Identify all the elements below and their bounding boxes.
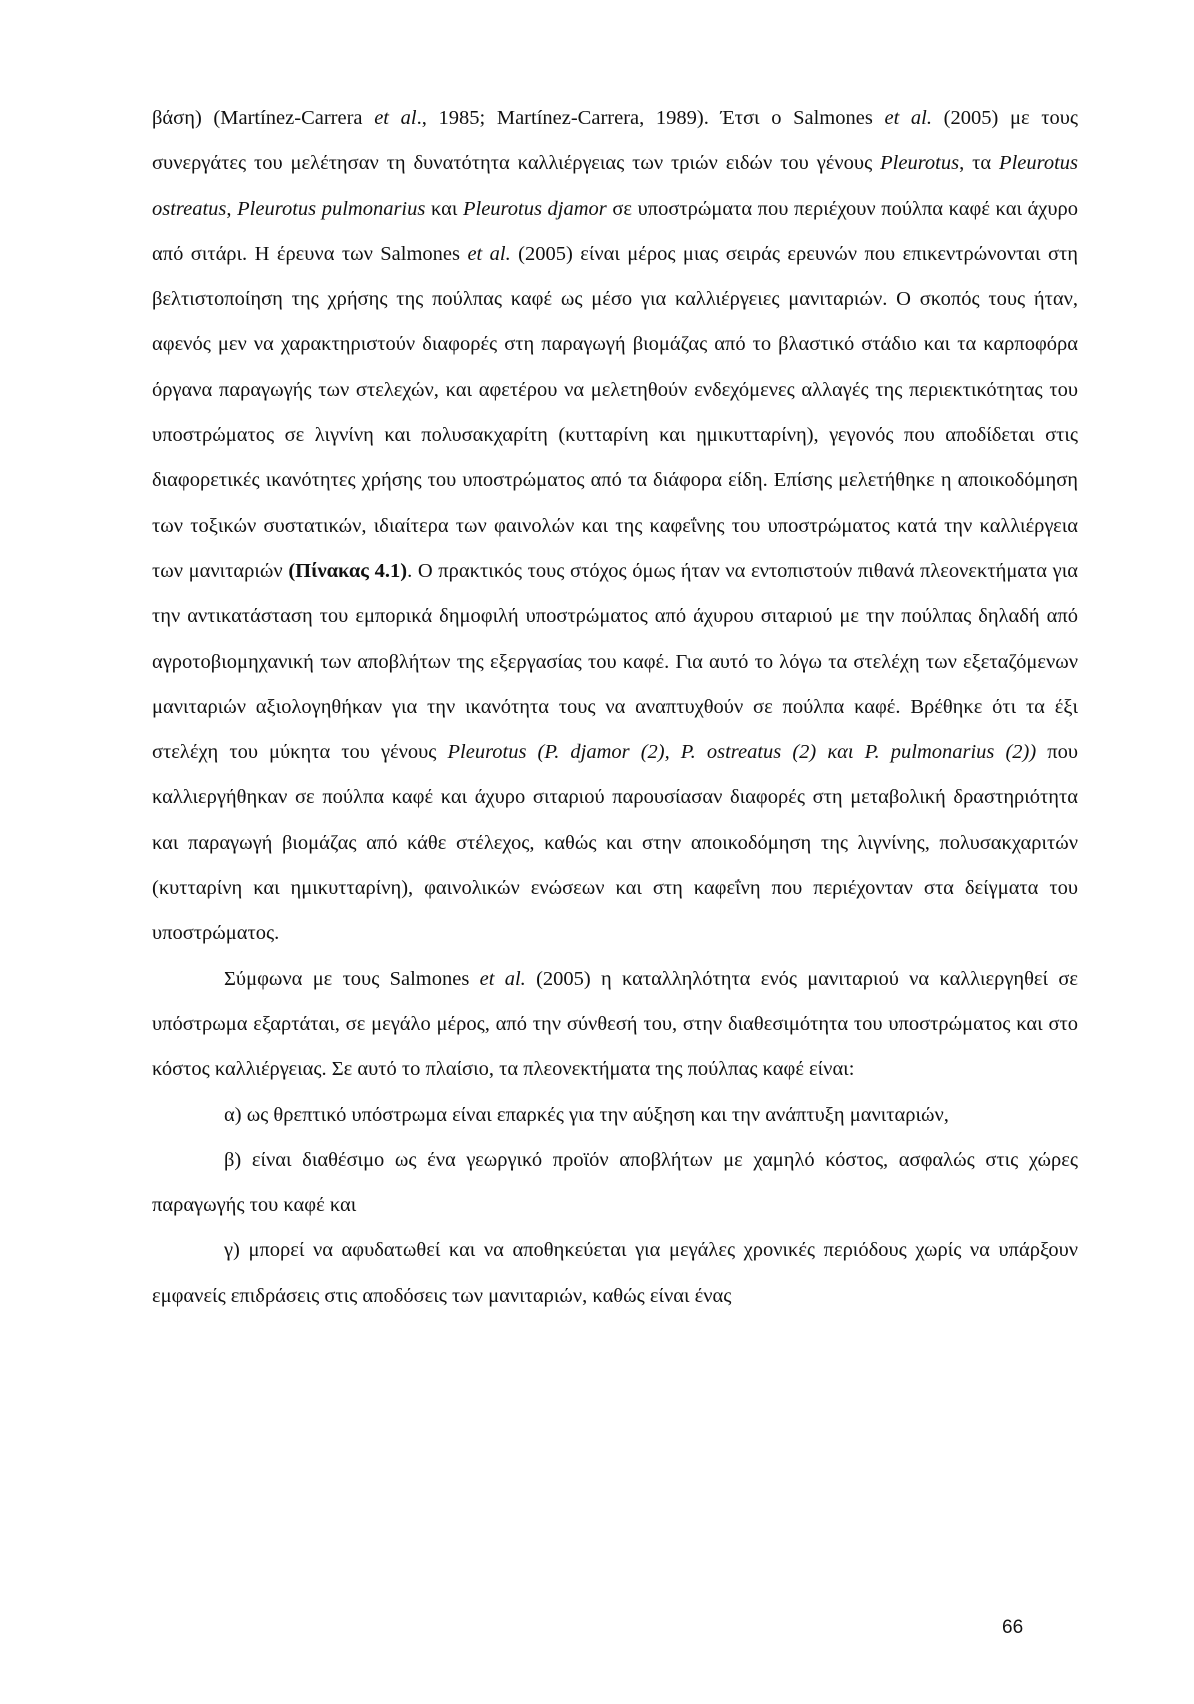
list-item: β) είναι διαθέσιμο ως ένα γεωργικό προϊόν αποβλήτων με χαμηλό κόστος, ασφαλώς στις χώρες παραγωγής του καφέ και [152, 1148, 1078, 1217]
table-reference: (Πίνακας 4.1) [288, 559, 408, 582]
paragraph-suitability: Σύμφωνα με τους Salmones et al. (2005) η καταλληλότητα ενός μανιταριού να καλλιεργηθεί σε υπόστρωμα εξαρτάται, σε μεγάλο μέρος, από την σύνθεσή του, στην διαθεσιμότητα του υποστρώματος και στο κόστος καλλιέργειας. Σε αυτό το πλαίσιο, τα πλεονεκτήματα της πούλπας καφέ είναι: [152, 967, 1078, 1081]
page-number: 66 [1002, 1617, 1024, 1638]
document-page [152, 96, 1078, 1319]
paragraph-salmones-study: βάση) (Martínez-Carrera et al., 1985; Martínez-Carrera, 1989). Έτσι ο Salmones et al. (2005) με τους συνεργάτες του μελέτησαν τη δυνατότητα καλλιέργειας των τριών ειδών του γένους Pleurotus, τα Pleurotus ostreatus, Pleurotus pulmonarius και Pleurotus djamor σε υποστρώματα που περιέχουν πούλπα καφέ και άχυρο από σιτάρι. Η έρευνα των Salmones et al. (2005) είναι μέρος μιας σειράς ερευνών που επικεντρώνονται στη βελτιστοποίηση της χρήσης της πούλπας καφέ ως μέσο για καλλιέργειες μανιταριών. Ο σκοπός τους ήταν, αφενός μεν να χαρακτηριστούν διαφορές στη παραγωγή βιομάζας από το βλαστικό στάδιο και τα καρποφόρα όργανα παραγωγής των στελεχών, και αφετέρου να μελετηθούν ενδεχόμενες αλλαγές της περιεκτικότητας του υποστρώματος σε λιγνίνη και πολυσακχαρίτη (κυτταρίνη και ημικυτταρίνη), γεγονός που αποδίδεται στις διαφορετικές ικανότητες χρήσης του υποστρώματος από τα διάφορα είδη. Επίσης μελετήθηκε η αποικοδόμηση των τοξικών συστατικών, ιδιαίτερα των φαινολών και της καφεΐνης του υποστρώματος κατά την καλλιέργεια των μανιταριών (Πίνακας 4.1). Ο πρακτικός τους στόχος όμως ήταν να εντοπιστούν πιθανά πλεονεκτήματα για την αντικατάσταση του εμπορικά δημοφιλή υποστρώματος από άχυρου σιταριού με την πούλπας δηλαδή από αγροτοβιομηχανική των αποβλήτων της εξεργασίας του καφέ. Για αυτό το λόγω τα στελέχη των εξεταζόμενων μανιταριών αξιολογηθήκαν για την ικανότητα τους να αναπτυχθούν σε πούλπα καφέ. Βρέθηκε ότι τα έξι στελέχη του μύκητα του γένους Pleurotus (P. djamor (2), P. ostreatus (2) και P. pulmonarius (2)) που καλλιεργήθηκαν σε πούλπα καφέ και άχυρο σιταριού παρουσίασαν διαφορές στη μεταβολική δραστηριότητα και παραγωγή βιομάζας από κάθε στέλεχος, καθώς και στην αποικοδόμηση της λιγνίνης, πολυσακχαριτών (κυτταρίνη και ημικυτταρίνη), φαινολικών ενώσεων και στη καφεΐνη που περιέχονταν στα δείγματα του υποστρώματος. [152, 107, 1079, 945]
list-item: α) ως θρεπτικό υπόστρωμα είναι επαρκές για την αύξηση και την ανάπτυξη μανιταριών, [224, 1103, 949, 1126]
list-item: γ) μπορεί να αφυδατωθεί και να αποθηκεύεται για μεγάλες χρονικές περιόδους χωρίς να υπάρξουν εμφανείς επιδράσεις στις αποδόσεις των μανιταριών, καθώς είναι ένας [152, 1239, 1078, 1307]
